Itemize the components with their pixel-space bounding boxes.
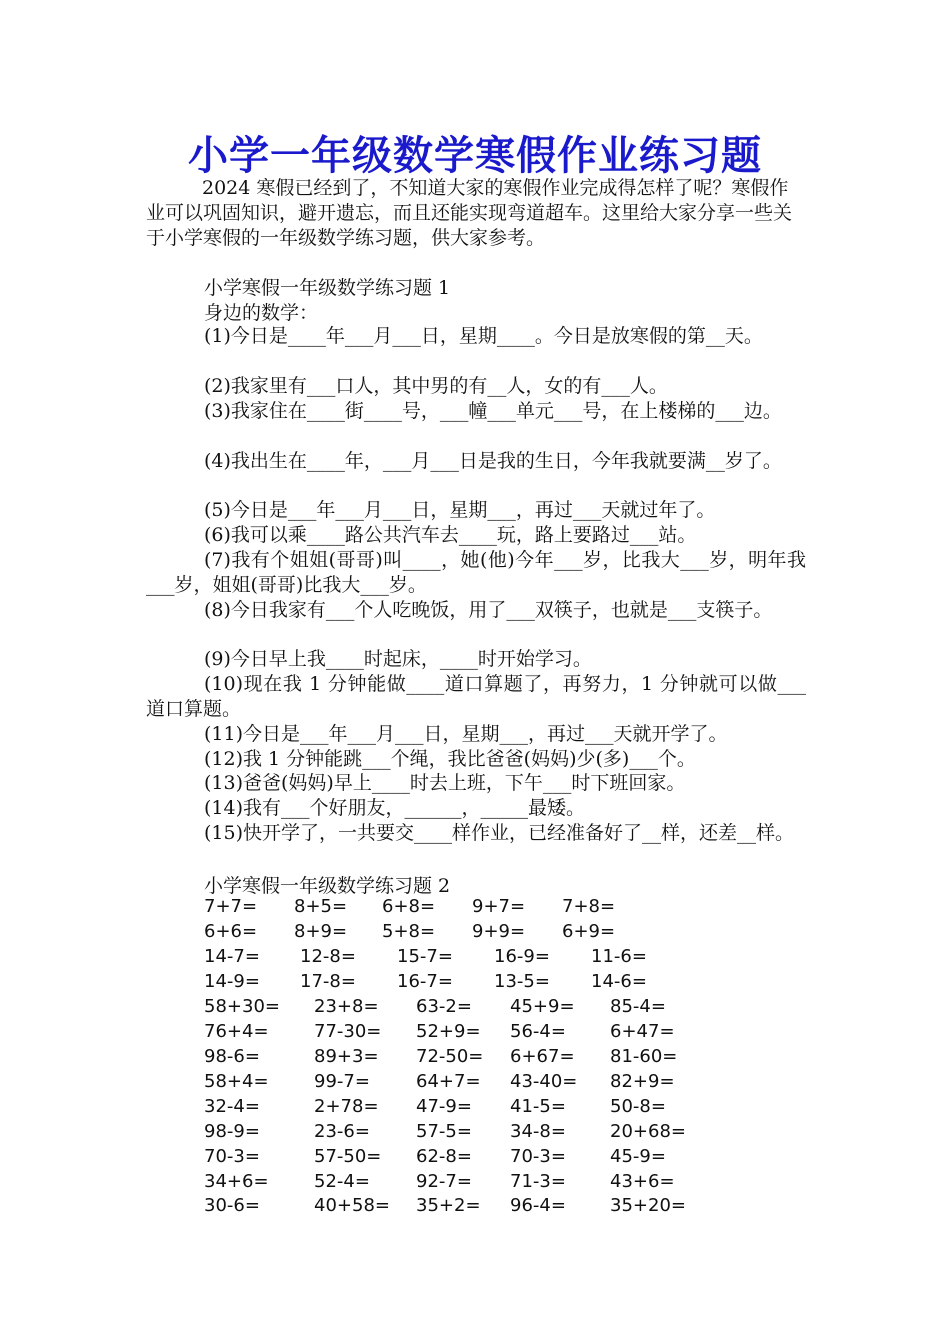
exercise-item-15: (15)快开学了，一共要交____样作业，已经准备好了__样，还差__样。 — [204, 822, 795, 844]
arithmetic-problem: 52-4= — [314, 1171, 370, 1192]
exercise-item-13: (13)爸爸(妈妈)早上____时去上班，下午___时下班回家。 — [204, 772, 686, 794]
arithmetic-problem: 15-7= — [397, 946, 453, 967]
arithmetic-problem: 7+8= — [562, 896, 616, 917]
exercise-item-4: (4)我出生在____年，___月___日是我的生日，今年我就要满__岁了。 — [204, 450, 782, 472]
arithmetic-problem: 23+8= — [314, 996, 379, 1017]
arithmetic-problem: 72-50= — [416, 1046, 484, 1067]
exercise-item-12: (12)我 1 分钟能跳___个绳，我比爸爸(妈妈)少(多)___个。 — [204, 748, 696, 770]
arithmetic-problem: 98-6= — [204, 1046, 260, 1067]
arithmetic-problem: 58+4= — [204, 1071, 269, 1092]
arithmetic-problem: 14-7= — [204, 946, 260, 967]
arithmetic-problem: 82+9= — [610, 1071, 675, 1092]
arithmetic-problem: 71-3= — [510, 1171, 566, 1192]
arithmetic-problem: 30-6= — [204, 1195, 260, 1216]
arithmetic-problem: 17-8= — [300, 971, 356, 992]
exercise-item-8: (8)今日我家有___个人吃晚饭，用了___双筷子，也就是___支筷子。 — [204, 599, 773, 621]
arithmetic-problem: 45+9= — [510, 996, 575, 1017]
arithmetic-problem: 8+5= — [294, 896, 348, 917]
arithmetic-problem: 77-30= — [314, 1021, 382, 1042]
arithmetic-problem: 41-5= — [510, 1096, 566, 1117]
arithmetic-problem: 89+3= — [314, 1046, 379, 1067]
arithmetic-problem: 6+8= — [382, 896, 436, 917]
arithmetic-problem: 56-4= — [510, 1021, 566, 1042]
exercise-item-14: (14)我有___个好朋友，______，_____最矮。 — [204, 797, 586, 819]
arithmetic-problem: 76+4= — [204, 1021, 269, 1042]
arithmetic-problem: 92-7= — [416, 1171, 472, 1192]
arithmetic-problem: 45-9= — [610, 1146, 666, 1167]
arithmetic-problem: 16-9= — [494, 946, 550, 967]
arithmetic-problem: 9+7= — [472, 896, 526, 917]
arithmetic-problem: 13-5= — [494, 971, 550, 992]
arithmetic-problem: 96-4= — [510, 1195, 566, 1216]
arithmetic-problem: 64+7= — [416, 1071, 481, 1092]
arithmetic-problem: 9+9= — [472, 921, 526, 942]
arithmetic-problem: 35+2= — [416, 1195, 481, 1216]
exercise-item-10: (10)现在我 1 分钟能做____道口算题了，再努力，1 分钟就可以做___道口算题。 — [146, 673, 806, 720]
exercise-item-7: (7)我有个姐姐(哥哥)叫____，她(他)今年___岁，比我大___岁，明年我___岁，姐姐(哥哥)比我大___岁。 — [146, 549, 806, 596]
arithmetic-problem: 43-40= — [510, 1071, 578, 1092]
arithmetic-problem: 32-4= — [204, 1096, 260, 1117]
arithmetic-problem: 57-5= — [416, 1121, 472, 1142]
arithmetic-problem: 50-8= — [610, 1096, 666, 1117]
arithmetic-problem: 2+78= — [314, 1096, 379, 1117]
arithmetic-problem: 70-3= — [510, 1146, 566, 1167]
arithmetic-problem: 58+30= — [204, 996, 280, 1017]
arithmetic-problem: 34+6= — [204, 1171, 269, 1192]
arithmetic-problem: 16-7= — [397, 971, 453, 992]
exercise-item-6: (6)我可以乘____路公共汽车去____玩，路上要路过___站。 — [204, 524, 697, 546]
exercise-item-9: (9)今日早上我____时起床，____时开始学习。 — [204, 648, 592, 670]
arithmetic-problem: 47-9= — [416, 1096, 472, 1117]
arithmetic-problem: 63-2= — [416, 996, 472, 1017]
arithmetic-problem: 6+67= — [510, 1046, 575, 1067]
arithmetic-problem: 6+6= — [204, 921, 258, 942]
exercise-item-3: (3)我家住在____街____号，___幢___单元___号，在上楼梯的___边。 — [204, 400, 782, 422]
exercise-item-5: (5)今日是___年___月___日，星期___，再过___天就过年了。 — [204, 499, 716, 521]
arithmetic-problem: 43+6= — [610, 1171, 675, 1192]
arithmetic-problem: 6+47= — [610, 1021, 675, 1042]
arithmetic-problem: 6+9= — [562, 921, 616, 942]
arithmetic-problem: 57-50= — [314, 1146, 382, 1167]
arithmetic-problem: 81-60= — [610, 1046, 678, 1067]
intro-paragraph: 2024 寒假已经到了，不知道大家的寒假作业完成得怎样了呢？寒假作业可以巩固知识，避开遗忘，而且还能实现弯道超车。这里给大家分享一些关于小学寒假的一年级数学练习题，供大家参考。 — [146, 177, 793, 249]
exercise-item-2: (2)我家里有___口人，其中男的有__人，女的有___人。 — [204, 375, 668, 397]
arithmetic-problem: 35+20= — [610, 1195, 686, 1216]
arithmetic-problem: 99-7= — [314, 1071, 370, 1092]
arithmetic-problem: 8+9= — [294, 921, 348, 942]
arithmetic-problem: 70-3= — [204, 1146, 260, 1167]
document-title: 小学一年级数学寒假作业练习题 — [188, 132, 762, 179]
exercise-item-11: (11)今日是___年___月___日，星期___，再过___天就开学了。 — [204, 723, 728, 745]
arithmetic-problem: 11-6= — [591, 946, 647, 967]
arithmetic-problem: 34-8= — [510, 1121, 566, 1142]
arithmetic-problem: 23-6= — [314, 1121, 370, 1142]
arithmetic-problem: 7+7= — [204, 896, 258, 917]
section1-heading: 小学寒假一年级数学练习题 1 — [204, 277, 451, 299]
arithmetic-problem: 98-9= — [204, 1121, 260, 1142]
arithmetic-problem: 62-8= — [416, 1146, 472, 1167]
arithmetic-problem: 85-4= — [610, 996, 666, 1017]
arithmetic-problem: 14-6= — [591, 971, 647, 992]
arithmetic-problem: 40+58= — [314, 1195, 390, 1216]
section1-subheading: 身边的数学： — [204, 302, 319, 324]
arithmetic-problem: 52+9= — [416, 1021, 481, 1042]
arithmetic-problem: 14-9= — [204, 971, 260, 992]
arithmetic-problem: 20+68= — [610, 1121, 686, 1142]
section2-heading: 小学寒假一年级数学练习题 2 — [204, 875, 451, 897]
arithmetic-problem: 12-8= — [300, 946, 356, 967]
exercise-item-1: (1)今日是____年___月___日，星期____。今日是放寒假的第__天。 — [204, 325, 763, 347]
arithmetic-problem: 5+8= — [382, 921, 436, 942]
